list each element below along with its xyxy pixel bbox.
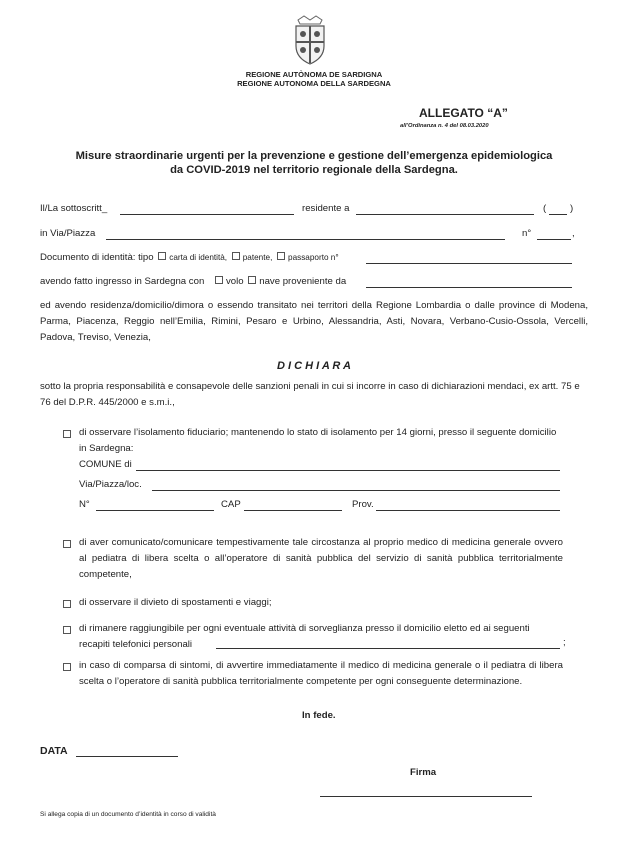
checkbox-nave[interactable] [248,276,256,284]
item-sintomi-text: in caso di comparsa di sintomi, di avvertire immediatamente il medico di medicina generale o il pediatra di libera scelta o l’operatore di sanità pubblica territorialmente competente per ogni conseguente determinazione. [79,660,563,687]
field-residence-province[interactable] [549,214,567,215]
comma: , [572,228,575,239]
item-divieto-text: di osservare il divieto di spostamenti e viaggi; [79,597,272,608]
checkbox-passaporto[interactable] [277,252,285,260]
label-documento: Documento di identità: tipo [40,252,154,263]
label-data: DATA [40,745,68,757]
checkbox-patente[interactable] [232,252,240,260]
field-domicile-prov[interactable] [376,510,560,511]
item-comunicato-text: di aver comunicato/comunicare tempestivamente tale circostanza al proprio medico di medicina generale ovvero al pediatra di libera scelta o all’operatore di sanità pubblica del servizio di sanità pubblica territorialmente competente, [79,537,563,580]
label-ingresso: avendo fatto ingresso in Sardegna con [40,276,205,287]
label-patente: patente, [242,253,273,262]
label-n: N° [79,499,90,510]
field-origin[interactable] [366,287,572,288]
dichiara-intro: sotto la propria responsabilità e consapevole delle sanzioni penali in cui si incorre in caso di dichiarazioni mendaci, ex artt. 75 e 76 del D.P.R. 445/2000 e s.m.i., [40,381,580,408]
dichiara-heading: D I C H I A R A [277,360,351,372]
field-phone[interactable] [216,648,560,649]
region-logo [290,14,330,66]
field-domicile-comune[interactable] [136,470,560,471]
field-domicile-cap[interactable] [244,510,342,511]
checkbox-carta-identita[interactable] [158,252,166,260]
identity-document-row [40,252,339,263]
field-domicile-address[interactable] [152,490,560,491]
checkbox-volo[interactable] [215,276,223,284]
footer-note: Si allega copia di un documento d’identità in corso di validità [40,811,216,818]
label-passaporto: passaporto n° [288,253,339,262]
label-prov: Prov. [352,499,374,510]
sardinia-coat-of-arms-icon [290,14,330,66]
field-address-number[interactable] [537,239,571,240]
label-via-loc: Via/Piazza/loc. [79,479,142,490]
allegato-title: ALLEGATO “A” [419,106,508,120]
document-title-line1: Misure straordinarie urgenti per la prevenzione e gestione dell’emergenza epidemiologica [75,150,553,162]
paren-close: ) [570,203,574,214]
checkbox-item-comunicato[interactable] [63,540,71,548]
field-address[interactable] [106,239,505,240]
label-volo: volo [225,276,244,287]
region-name-italian: REGIONE AUTONOMA DELLA SARDEGNA [237,79,391,88]
label-residente: residente a [302,203,350,214]
label-carta-identita: carta di identità, [169,253,228,262]
checkbox-item-isolamento[interactable] [63,430,71,438]
field-residence-city[interactable] [356,214,534,215]
semicolon: ; [563,637,566,648]
label-cap: CAP [221,499,241,510]
label-nave: nave proveniente da [259,276,347,287]
label-numero: n° [522,228,532,239]
region-name-sardinian: REGIONE AUTÒNOMA DE SARDIGNA [245,70,383,79]
field-name[interactable] [120,214,294,215]
label-via-piazza: in Via/Piazza [40,228,96,239]
entry-row [40,276,346,287]
allegato-subtitle: all’Ordinanza n. 4 del 08.03.2020 [400,123,489,129]
residence-paragraph: ed avendo residenza/domicilio/dimora o essendo transitato nei territori della Regione Lombardia o dalle province di Modena, Parma, Piacenza, Reggio nell’Emilia, Rimini, Pesaro e Urbino, Alessandria, Asti, Novara, Verbano-Cusio-Ossola, Vercelli, Padova, Treviso, Venezia, [40,300,588,343]
field-firma[interactable] [320,796,532,797]
checkbox-item-divieto[interactable] [63,600,71,608]
item-raggiungibile-text: di rimanere raggiungibile per ogni eventuale attività di sorveglianza presso il domicilio eletto ed ai seguenti recapiti telefonici personali [79,623,530,650]
field-document-number[interactable] [366,263,572,264]
label-sottoscritto: Il/La sottoscritt_ [40,203,108,214]
checkbox-item-sintomi[interactable] [63,663,71,671]
in-fede: In fede. [302,710,336,721]
checkbox-item-raggiungibile[interactable] [63,626,71,634]
item-isolamento-text: di osservare l’isolamento fiduciario; mantenendo lo stato di isolamento per 14 giorni, presso il seguente domicilio in Sardegna: [79,427,557,454]
paren-open: ( [543,203,547,214]
document-title-line2: da COVID-2019 nel territorio regionale della Sardegna. [170,164,458,176]
field-data[interactable] [76,756,178,757]
label-comune: COMUNE di [79,459,132,470]
field-domicile-number[interactable] [96,510,214,511]
label-firma: Firma [410,767,437,778]
